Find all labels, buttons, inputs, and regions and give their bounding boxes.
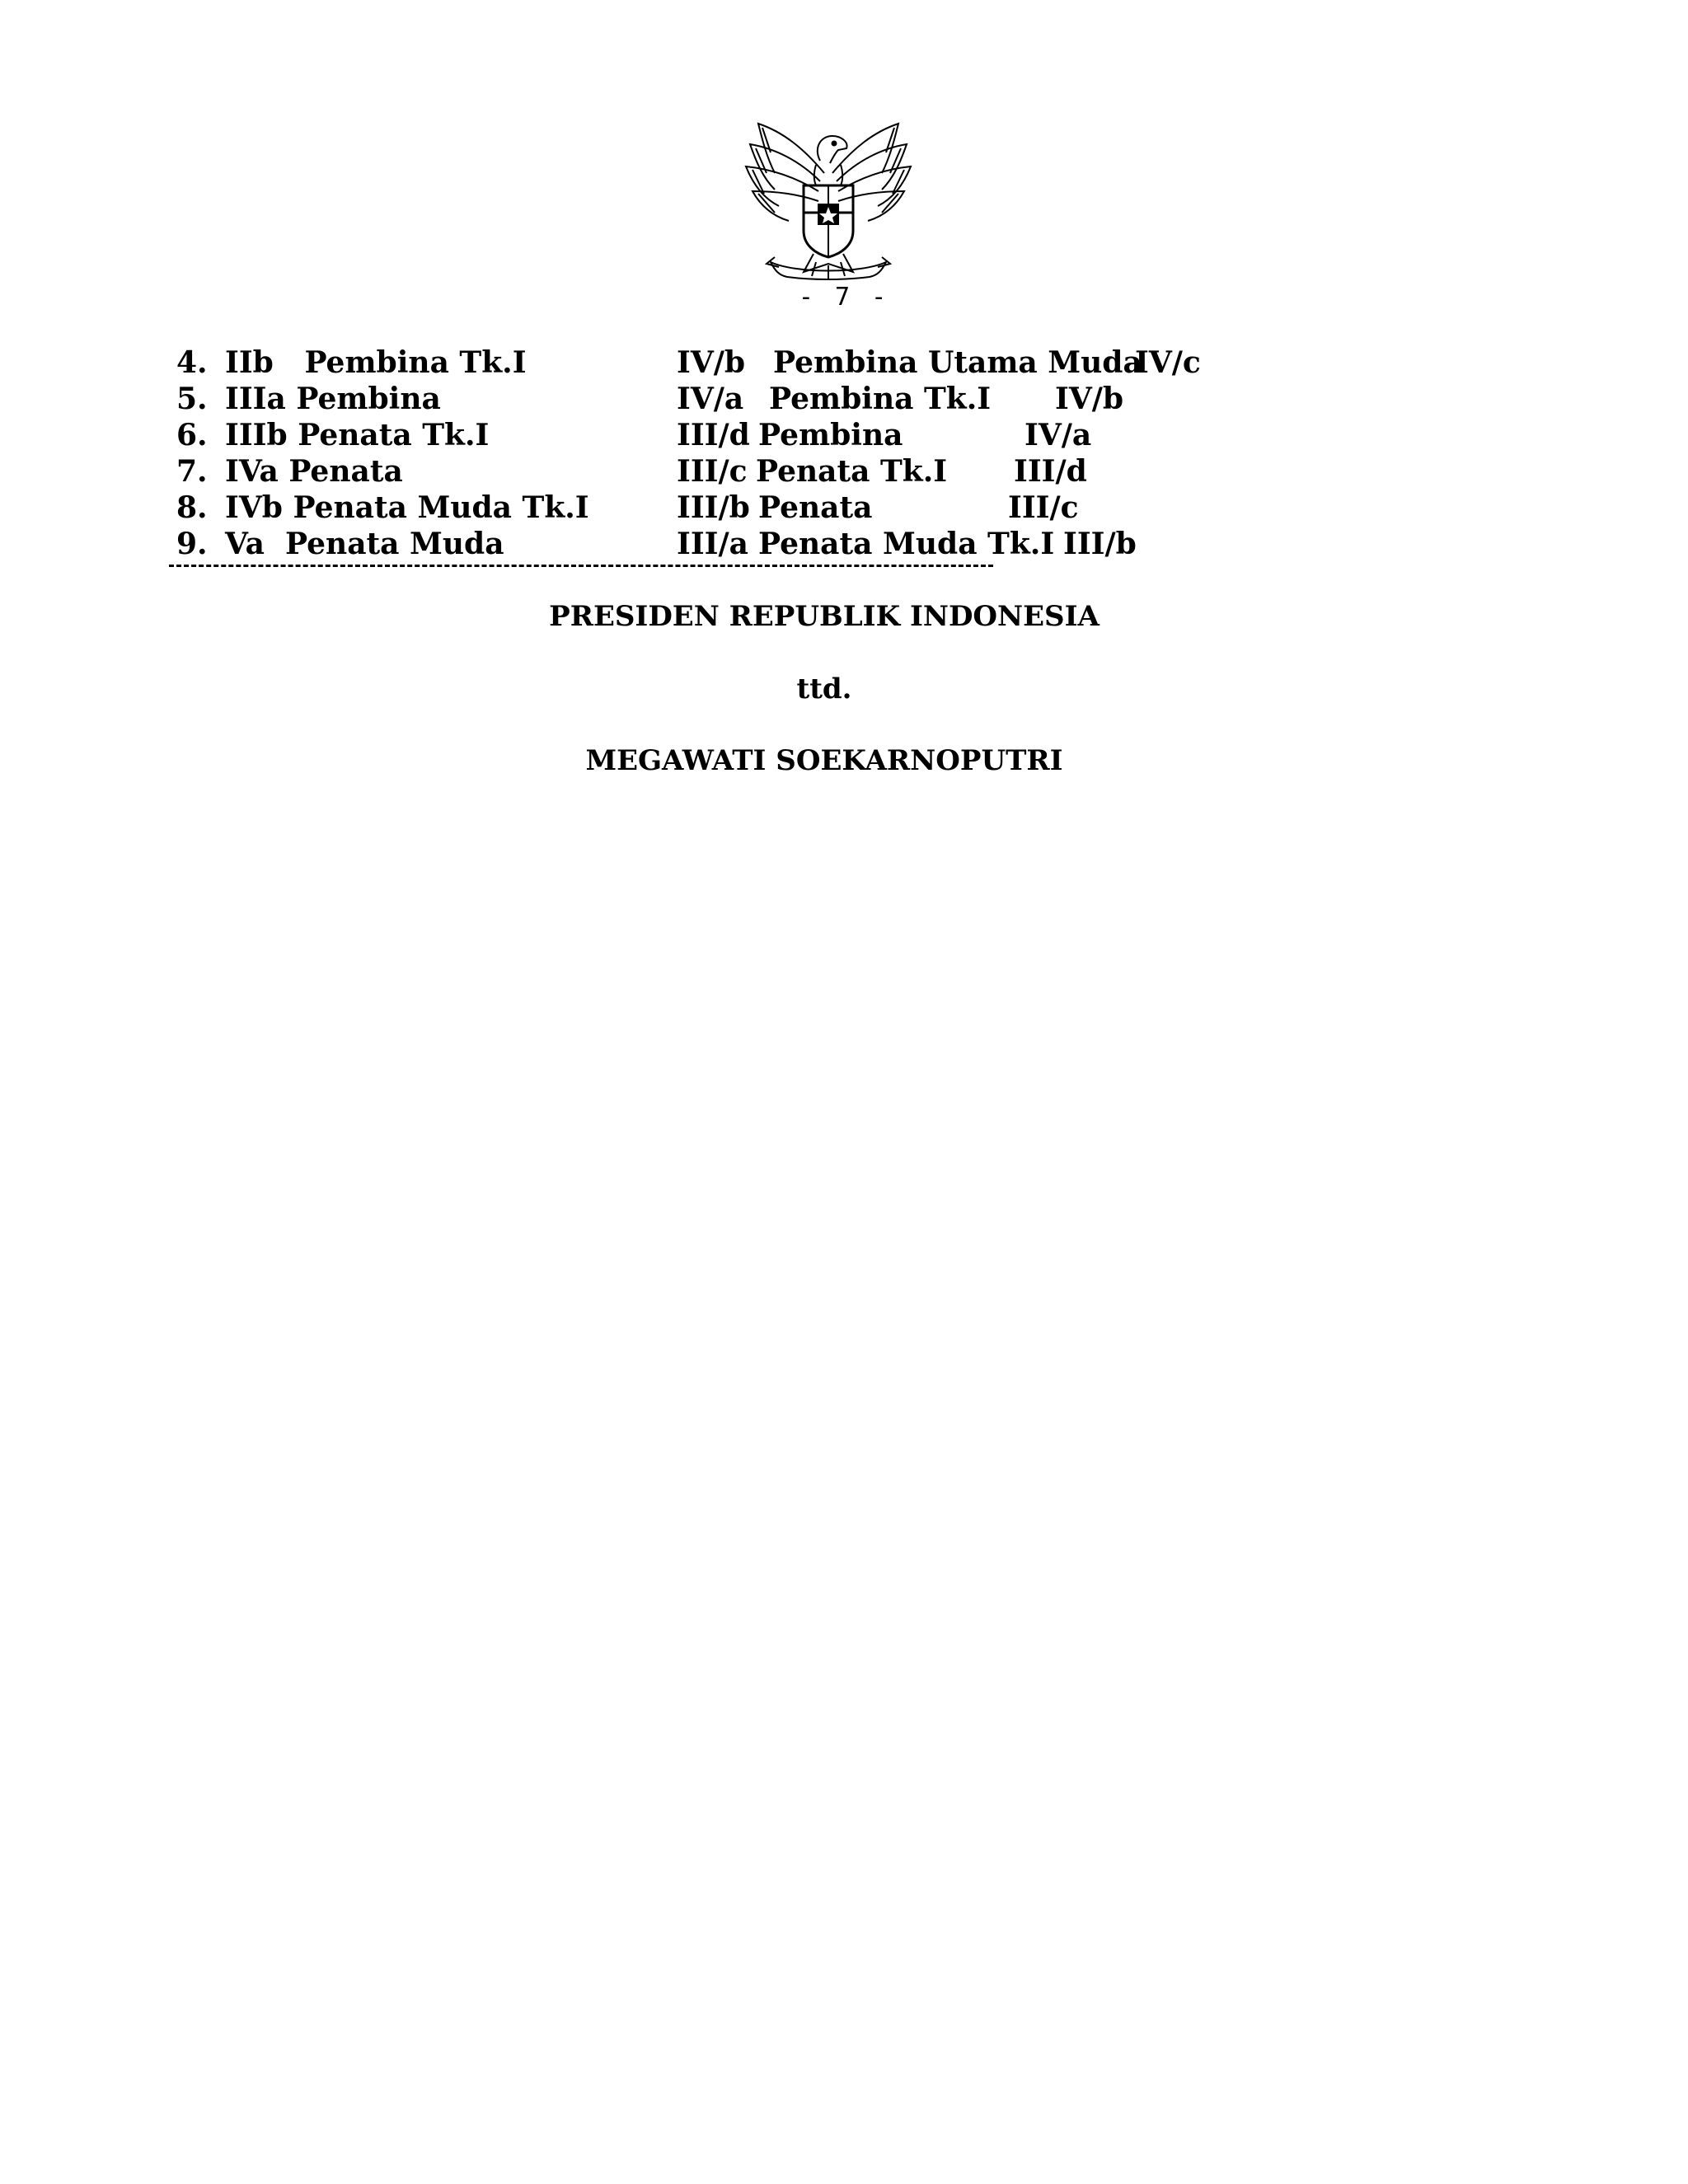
new-grade: IV/a — [1025, 418, 1092, 452]
new-rank: Pembina — [758, 418, 903, 452]
new-grade: III/c — [1008, 490, 1079, 525]
row-number: 9. — [176, 527, 208, 561]
row-number: 8. — [176, 490, 208, 525]
new-grade: IV/b — [1055, 382, 1124, 416]
table-row — [169, 490, 1079, 526]
old-grade: IV/b — [677, 345, 746, 380]
signature-title: PRESIDEN REPUBLIK INDONESIA — [549, 600, 1100, 633]
rank-table — [169, 344, 1201, 562]
old-grade: III/c — [677, 454, 748, 489]
table-row — [169, 417, 1092, 453]
old-grade: IV/a — [677, 382, 744, 416]
garuda-emblem-icon — [738, 115, 919, 288]
signatory-name: MEGAWATI SOEKARNOPUTRI — [585, 744, 1063, 777]
dashed-divider — [169, 565, 993, 567]
old-grade: III/d — [677, 418, 750, 452]
page-number: - 7 - — [798, 283, 890, 312]
new-rank: Penata Muda Tk.I — [758, 527, 1055, 561]
old-grade: III/a — [677, 527, 748, 561]
row-number: 4. — [176, 345, 208, 380]
old-rank: IIIb Penata Tk.I — [225, 418, 490, 452]
table-row — [169, 344, 1201, 381]
new-rank: Pembina Utama Muda — [773, 345, 1142, 380]
new-rank: Penata — [758, 490, 873, 525]
table-row — [169, 381, 1124, 417]
old-rank: IVb Penata Muda Tk.I — [225, 490, 589, 525]
old-rank: IVa Penata — [225, 454, 403, 489]
table-row — [169, 453, 1087, 490]
old-rank: IIb Pembina Tk.I — [225, 345, 527, 380]
row-number: 5. — [176, 382, 208, 416]
new-grade: IV/c — [1135, 345, 1201, 380]
signature-ttd: ttd. — [796, 673, 852, 705]
row-number: 6. — [176, 418, 208, 452]
old-rank: Va Penata Muda — [225, 527, 504, 561]
new-rank: Pembina Tk.I — [769, 382, 992, 416]
old-grade: III/b — [677, 490, 750, 525]
new-grade: III/d — [1014, 454, 1087, 489]
new-grade: III/b — [1063, 527, 1137, 561]
new-rank: Penata Tk.I — [756, 454, 948, 489]
row-number: 7. — [176, 454, 208, 489]
old-rank: IIIa Pembina — [225, 382, 441, 416]
table-row — [169, 526, 1137, 562]
